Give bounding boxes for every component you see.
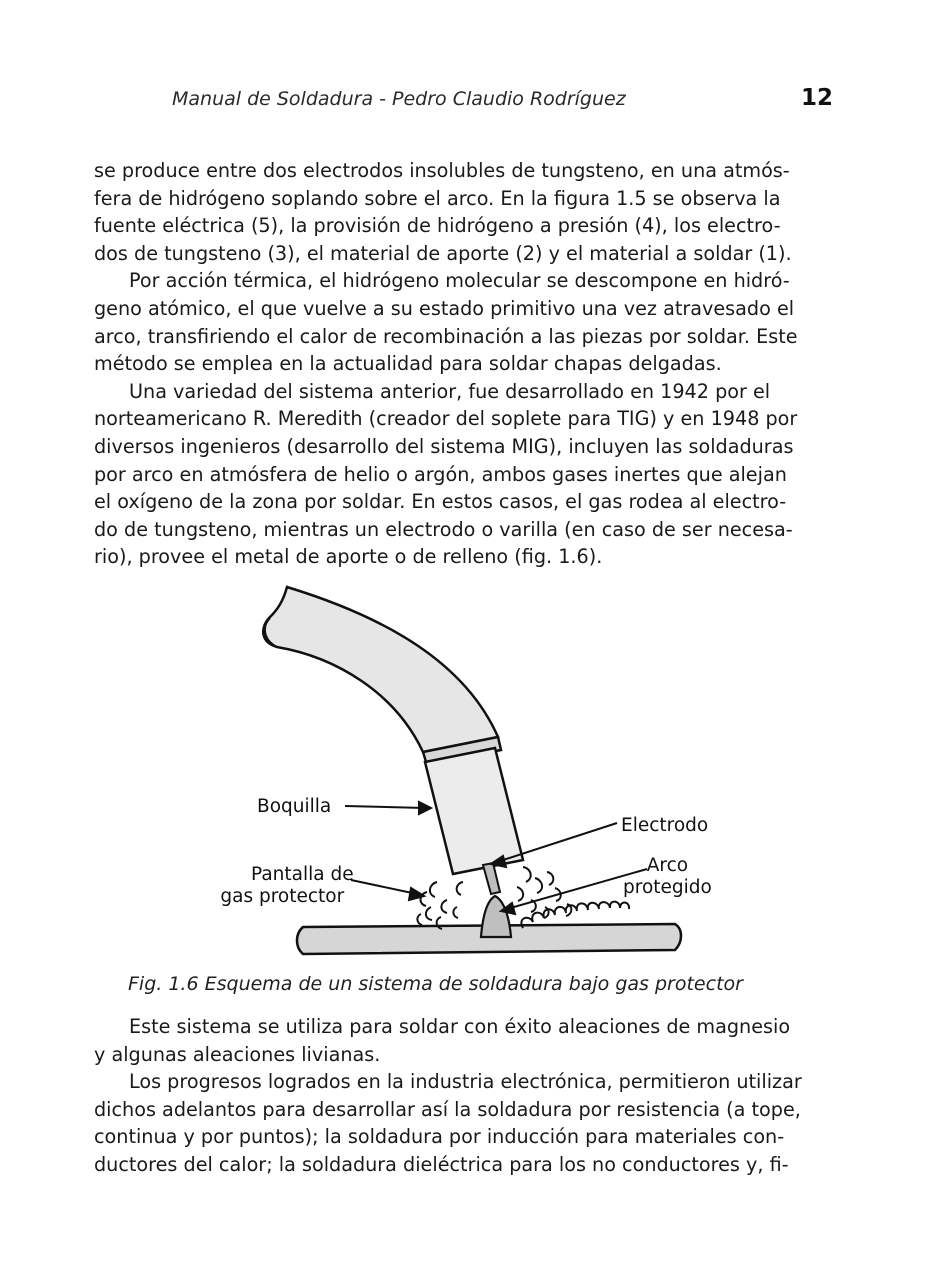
running-header-title: Manual de Soldadura - Pedro Claudio Rodríguez [172, 88, 626, 110]
label-electrodo: Electrodo [621, 815, 709, 836]
text-line: ductores del calor; la soldadura dieléctrica para los no conductores y, fi- [94, 1152, 789, 1176]
electrode-rod [483, 863, 500, 894]
text-line: do de tungsteno, mientras un electrodo o varilla (en caso de ser necesa- [94, 517, 793, 541]
body-text-top [94, 157, 832, 571]
torch-nozzle [425, 748, 523, 874]
arc-cone [481, 896, 511, 937]
text-line: arco, transfiriendo el calor de recombinación a las piezas por soldar. Este [94, 324, 798, 348]
text-line: el oxígeno de la zona por soldar. En estos casos, el gas rodea al electro- [94, 490, 787, 514]
text-line: dos de tungsteno (3), el material de aporte (2) y el material a soldar (1). [94, 241, 792, 265]
text-line: dichos adelantos para desarrollar así la soldadura por resistencia (a tope, [94, 1097, 801, 1121]
text-line: rio), provee el metal de aporte o de relleno (fig. 1.6). [94, 545, 603, 569]
torch-hose [263, 587, 498, 752]
label-arco-line2: protegido [623, 877, 712, 898]
text-line: geno atómico, el que vuelve a su estado primitivo una vez atravesado el [94, 296, 795, 320]
figure-caption: Fig. 1.6 Esquema de un sistema de soldadura bajo gas protector [128, 973, 743, 995]
label-arco-protegido [623, 855, 712, 899]
text-line: diversos ingenieros (desarrollo del sistema MIG), incluyen las soldaduras [94, 434, 794, 458]
text-line: Este sistema se utiliza para soldar con éxito aleaciones de magnesio [129, 1015, 791, 1038]
body-text-bottom [94, 1013, 832, 1179]
text-line: fera de hidrógeno soplando sobre el arco. En la figura 1.5 se observa la [94, 186, 781, 210]
text-line: norteamericano R. Meredith (creador del soplete para TIG) y en 1948 por [94, 407, 798, 431]
page-number: 12 [800, 85, 833, 111]
text-line: método se emplea en la actualidad para soldar chapas delgadas. [94, 352, 722, 376]
label-pantalla-line1: Pantalla de [251, 864, 354, 885]
label-boquilla: Boquilla [257, 796, 332, 817]
text-line: Por acción térmica, el hidrógeno molecular se descompone en hidró- [129, 269, 790, 293]
text-line: se produce entre dos electrodos insolubles de tungsteno, en una atmós- [94, 159, 790, 182]
text-line: por arco en atmósfera de helio o argón, ambos gases inertes que alejan [94, 462, 787, 486]
text-line: Los progresos logrados en la industria electrónica, permitieron utilizar [129, 1070, 802, 1094]
label-arco-line1: Arco [646, 855, 689, 876]
text-line: y algunas aleaciones livianas. [94, 1042, 381, 1066]
label-pantalla-gas [220, 864, 354, 908]
label-pantalla-line2: gas protector [220, 886, 345, 907]
text-line: continua y por puntos); la soldadura por inducción para materiales con- [94, 1125, 785, 1149]
text-line: fuente eléctrica (5), la provisión de hidrógeno a presión (4), los electro- [94, 214, 781, 238]
text-line: Una variedad del sistema anterior, fue desarrollado en 1942 por el [129, 379, 771, 403]
welding-diagram-figure [205, 582, 725, 962]
